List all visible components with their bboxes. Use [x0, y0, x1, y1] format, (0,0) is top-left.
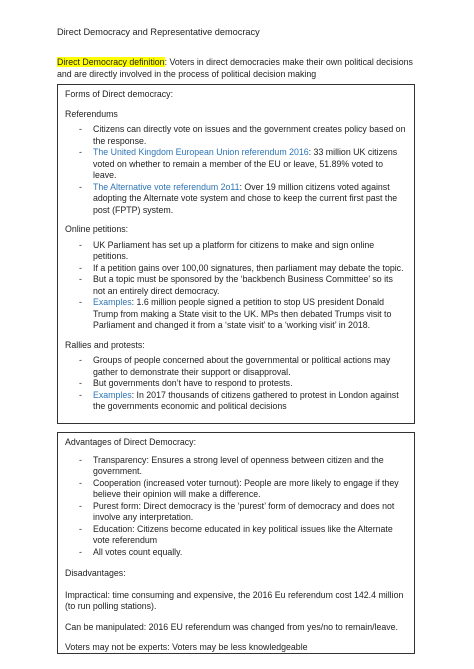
definition-colon: :: [164, 57, 170, 67]
list-item: - The Alternative vote referendum 2o11: Over 19 million citizens voted against adopting the Alternate vote system and chose to keep the current first past the post (FPTP) system.: [93, 182, 407, 217]
disadvantage-item: Can be manipulated: 2016 EU referendum was changed from yes/no to remain/leave.: [65, 621, 399, 632]
referendums-heading: Referendums: [65, 108, 118, 119]
disadvantages-heading: Disadvantages:: [65, 568, 126, 578]
list-item: - Education: Citizens become educated in key political issues like the Alternate vote referendum: [93, 524, 407, 547]
advantages-list: [65, 455, 407, 559]
disadvantage-item: Voters may not be experts: Voters may be less knowledgeable: [65, 642, 308, 652]
list-item: - Cooperation (increased voter turnout): People are more likely to engage if they believe their opinion will make a difference.: [93, 478, 407, 501]
list-item: - If a petition gains over 100,00 signatures, then parliament may debate the topic.: [93, 263, 407, 275]
definition-text: Voters in direct democracies make their own political decisions and are directly involved in the process of political decision making: [57, 57, 413, 79]
list-item: - But a topic must be sponsored by the ‘backbench Business Committee’ so its not an entirely direct democracy.: [93, 274, 407, 297]
definition-paragraph: [57, 57, 422, 87]
petitions-heading: Online petitions:: [65, 224, 129, 234]
advantages-box: [57, 432, 415, 654]
rallies-heading: Rallies and protests:: [65, 339, 145, 350]
list-item: - But governments don’t have to respond to protests.: [93, 378, 407, 390]
definition-label: Direct Democracy definition: [57, 57, 165, 67]
list-item: - Citizens can directly vote on issues and the government creates policy based on the response.: [93, 124, 407, 147]
advantages-heading: Advantages of Direct Democracy:: [65, 437, 197, 447]
list-item: - The United Kingdom European Union referendum 2016: 33 million UK citizens voted on whether to remain a member of the EU or leave, 51.89% voted to leave.: [93, 147, 407, 182]
petitions-list: [65, 240, 407, 332]
list-item: - Examples: In 2017 thousands of citizens gathered to protest in London against the governments economic and political decisions: [93, 390, 407, 413]
rallies-list: [65, 355, 407, 413]
referendums-list: [65, 124, 407, 216]
forms-heading: Forms of Direct democracy:: [65, 89, 174, 99]
list-item: - UK Parliament has set up a platform for citizens to make and sign online petitions.: [93, 240, 407, 263]
list-item: - Transparency: Ensures a strong level of openness between citizen and the government.: [93, 455, 407, 478]
list-item: - Purest form: Direct democracy is the ‘purest’ form of democracy and does not involve any interpretation.: [93, 501, 407, 524]
list-item: - Groups of people concerned about the governmental or political actions may gather to demonstrate their support or disapproval.: [93, 355, 407, 378]
list-item: - All votes count equally.: [93, 547, 407, 559]
disadvantage-item: Impractical: time consuming and expensive, the 2016 Eu referendum cost 142.4 million (to run polling stations).: [65, 589, 404, 611]
forms-of-direct-democracy-box: [57, 84, 415, 424]
list-item: - Examples: 1.6 million people signed a petition to stop US president Donald Trump from making a State visit to the UK. MPs then debated Trumps visit to Parliament and changed it from a ‘state visit’ to a ‘working visit’ in 2018.: [93, 297, 407, 332]
document-title: Direct Democracy and Representative democracy: [57, 27, 260, 37]
